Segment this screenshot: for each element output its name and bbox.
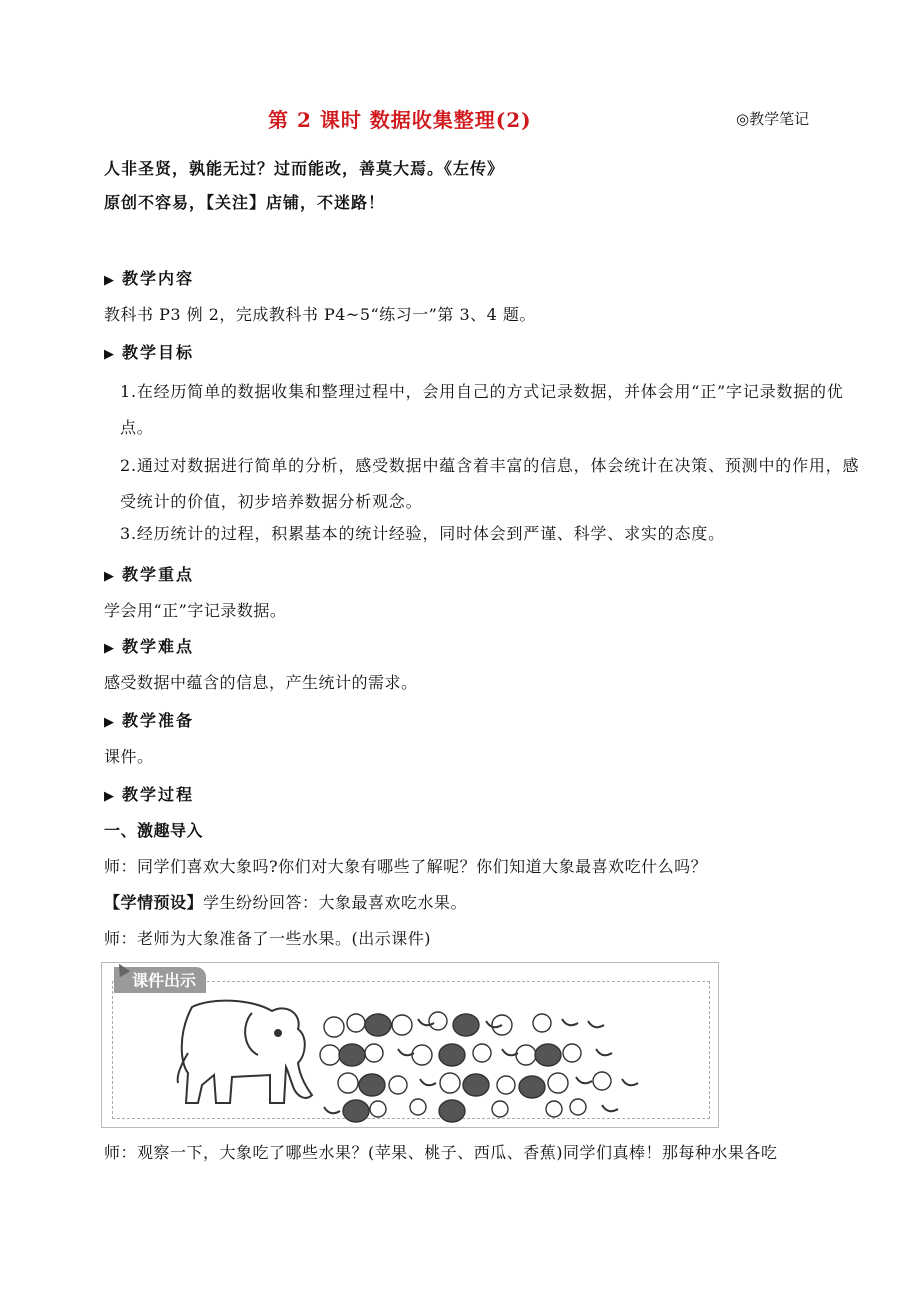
page-title: 第 2 课时 数据收集整理(2): [268, 108, 532, 132]
quote-line-2: 原创不容易，【关注】店铺，不迷路！: [104, 193, 386, 212]
fruit-pile: [320, 1012, 638, 1122]
courseware-figure: [101, 962, 719, 1128]
triangle-icon: ▶: [104, 569, 116, 584]
key-text: 学会用“正”字记录数据。: [104, 601, 287, 620]
teacher-line-2: 师：老师为大象准备了一些水果。(出示课件): [104, 929, 431, 948]
subheading-intro: 一、激趣导入: [104, 821, 204, 840]
goal-item-3: 3.经历统计的过程，积累基本的统计经验，同时体会到严谨、科学、求实的态度。: [120, 524, 725, 543]
goal-item-1: 1.在经历简单的数据收集和整理过程中，会用自己的方式记录数据，并体会用“正”字记录数据的优点。: [120, 382, 844, 437]
heading-content: ▶ 教学内容: [104, 269, 195, 288]
elephant-icon: [178, 1001, 312, 1103]
triangle-icon: ▶: [104, 715, 116, 730]
teacher-line-1: 师：同学们喜欢大象吗?你们对大象有哪些了解呢？你们知道大象最喜欢吃什么吗？: [104, 857, 708, 876]
triangle-icon: ▶: [104, 347, 116, 362]
quote-line-1: 人非圣贤，孰能无过？过而能改，善莫大焉。《左传》: [104, 159, 505, 178]
difficulty-text: 感受数据中蕴含的信息，产生统计的需求。: [104, 673, 418, 692]
content-text: 教科书 P3 例 2，完成教科书 P4~5“练习一”第 3、4 题。: [104, 305, 536, 324]
elephant-fruit-illustration: [102, 963, 718, 1127]
teaching-notes-label: ◎教学笔记: [736, 110, 810, 128]
heading-process: ▶ 教学过程: [104, 785, 195, 804]
triangle-icon: ▶: [104, 273, 116, 288]
teacher-line-3: 师：观察一下，大象吃了哪些水果？(苹果、桃子、西瓜、香蕉)同学们真棒！那每种水果各吃: [104, 1143, 778, 1162]
prep-text: 课件。: [104, 747, 154, 766]
preset-line: 【学情预设】学生纷纷回答：大象最喜欢吃水果。: [104, 893, 468, 912]
heading-goals: ▶ 教学目标: [104, 343, 195, 362]
triangle-icon: ▶: [104, 641, 116, 656]
heading-key: ▶ 教学重点: [104, 565, 195, 584]
heading-difficulty: ▶ 教学难点: [104, 637, 195, 656]
courseware-label: 课件出示: [114, 967, 206, 993]
heading-prep: ▶ 教学准备: [104, 711, 195, 730]
triangle-icon: ▶: [104, 789, 116, 804]
goal-item-2: 2.通过对数据进行简单的分析，感受数据中蕴含着丰富的信息，体会统计在决策、预测中的作用，感受统计的价值，初步培养数据分析观念。: [120, 456, 860, 511]
